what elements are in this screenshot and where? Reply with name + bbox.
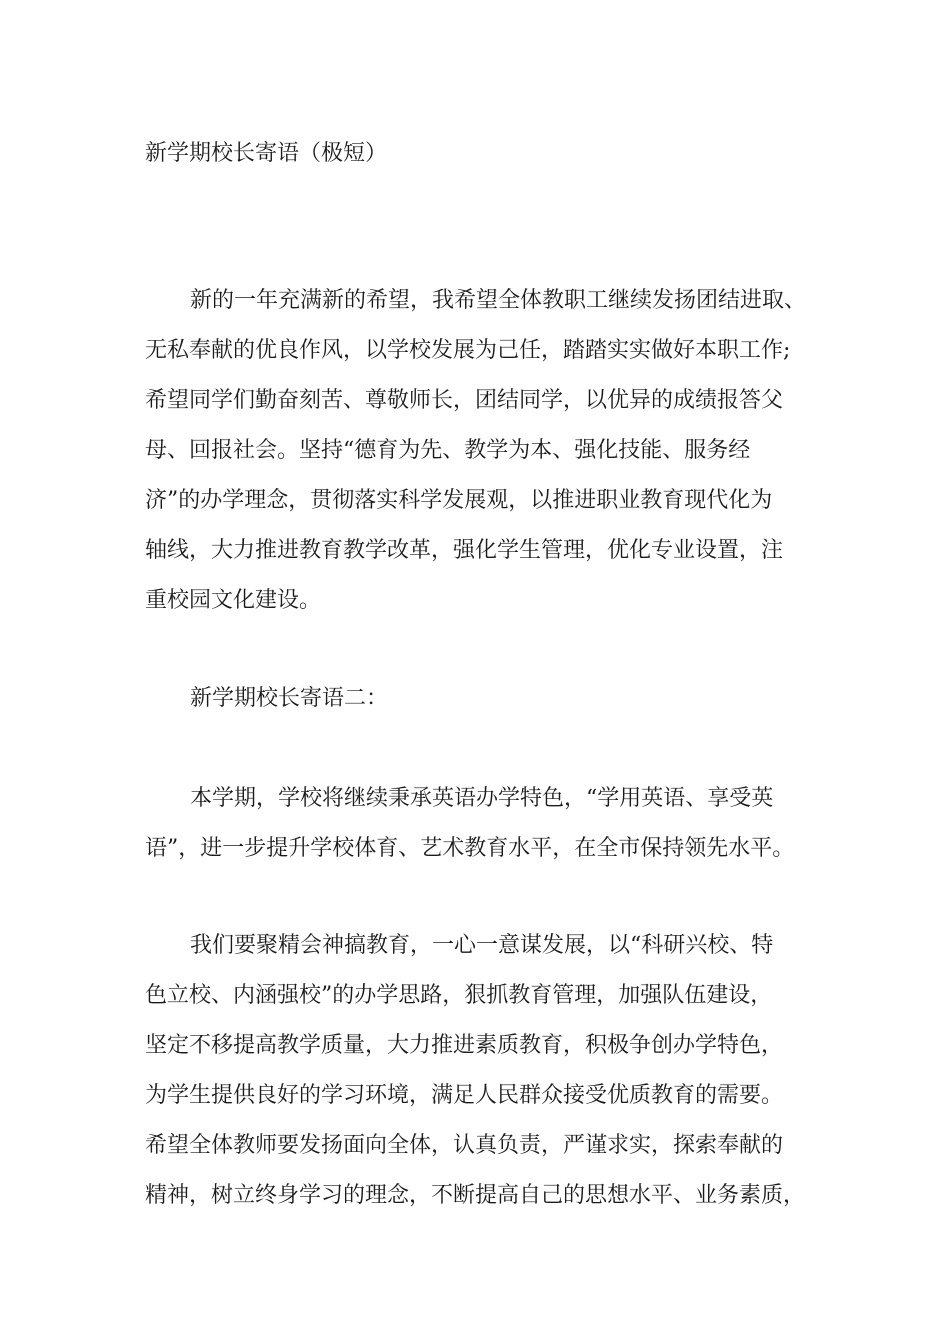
paragraph1-line: 母、回报社会。坚持“德育为先、教学为本、强化技能、服务经 (145, 438, 751, 463)
document-title: 新学期校长寄语（极短） (145, 141, 388, 166)
paragraph3-line: 我们要聚精会神搞教育，一心一意谋发展，以“科研兴校、特 (190, 933, 774, 958)
paragraph1-line: 希望同学们勤奋刻苦、尊敬师长，团结同学，以优异的成绩报答父 (145, 388, 784, 413)
paragraph2-line: 语”，进一步提升学校体育、艺术教育水平，在全市保持领先水平。 (145, 836, 795, 861)
paragraph3-line: 希望全体教师要发扬面向全体，认真负责，严谨求实，探索奉献的 (145, 1133, 784, 1158)
paragraph3-line: 坚定不移提高教学质量，大力推进素质教育，积极争创办学特色， (145, 1033, 784, 1058)
paragraph3-line: 精神，树立终身学习的理念，不断提高自己的思想水平、业务素质， (145, 1183, 806, 1208)
paragraph1-line: 无私奉献的优良作风，以学校发展为己任，踏踏实实做好本职工作; (145, 338, 791, 363)
paragraph3-line: 色立校、内涵强校”的办学思路，狠抓教育管理，加强队伍建设， (145, 983, 773, 1008)
paragraph1-line: 济”的办学理念，贯彻落实科学发展观，以推进职业教育现代化为 (145, 488, 773, 513)
paragraph3-line: 为学生提供良好的学习环境，满足人民群众接受优质教育的需要。 (145, 1083, 784, 1108)
section2-heading: 新学期校长寄语二： (190, 686, 389, 711)
paragraph1-line: 轴线，大力推进教育教学改革，强化学生管理，优化专业设置，注 (145, 538, 784, 563)
paragraph2-line: 本学期，学校将继续秉承英语办学特色，“学用英语、享受英 (190, 786, 774, 811)
paragraph1-line: 重校园文化建设。 (145, 588, 322, 613)
paragraph1-line: 新的一年充满新的希望，我希望全体教职工继续发扬团结进取、 (190, 288, 807, 313)
